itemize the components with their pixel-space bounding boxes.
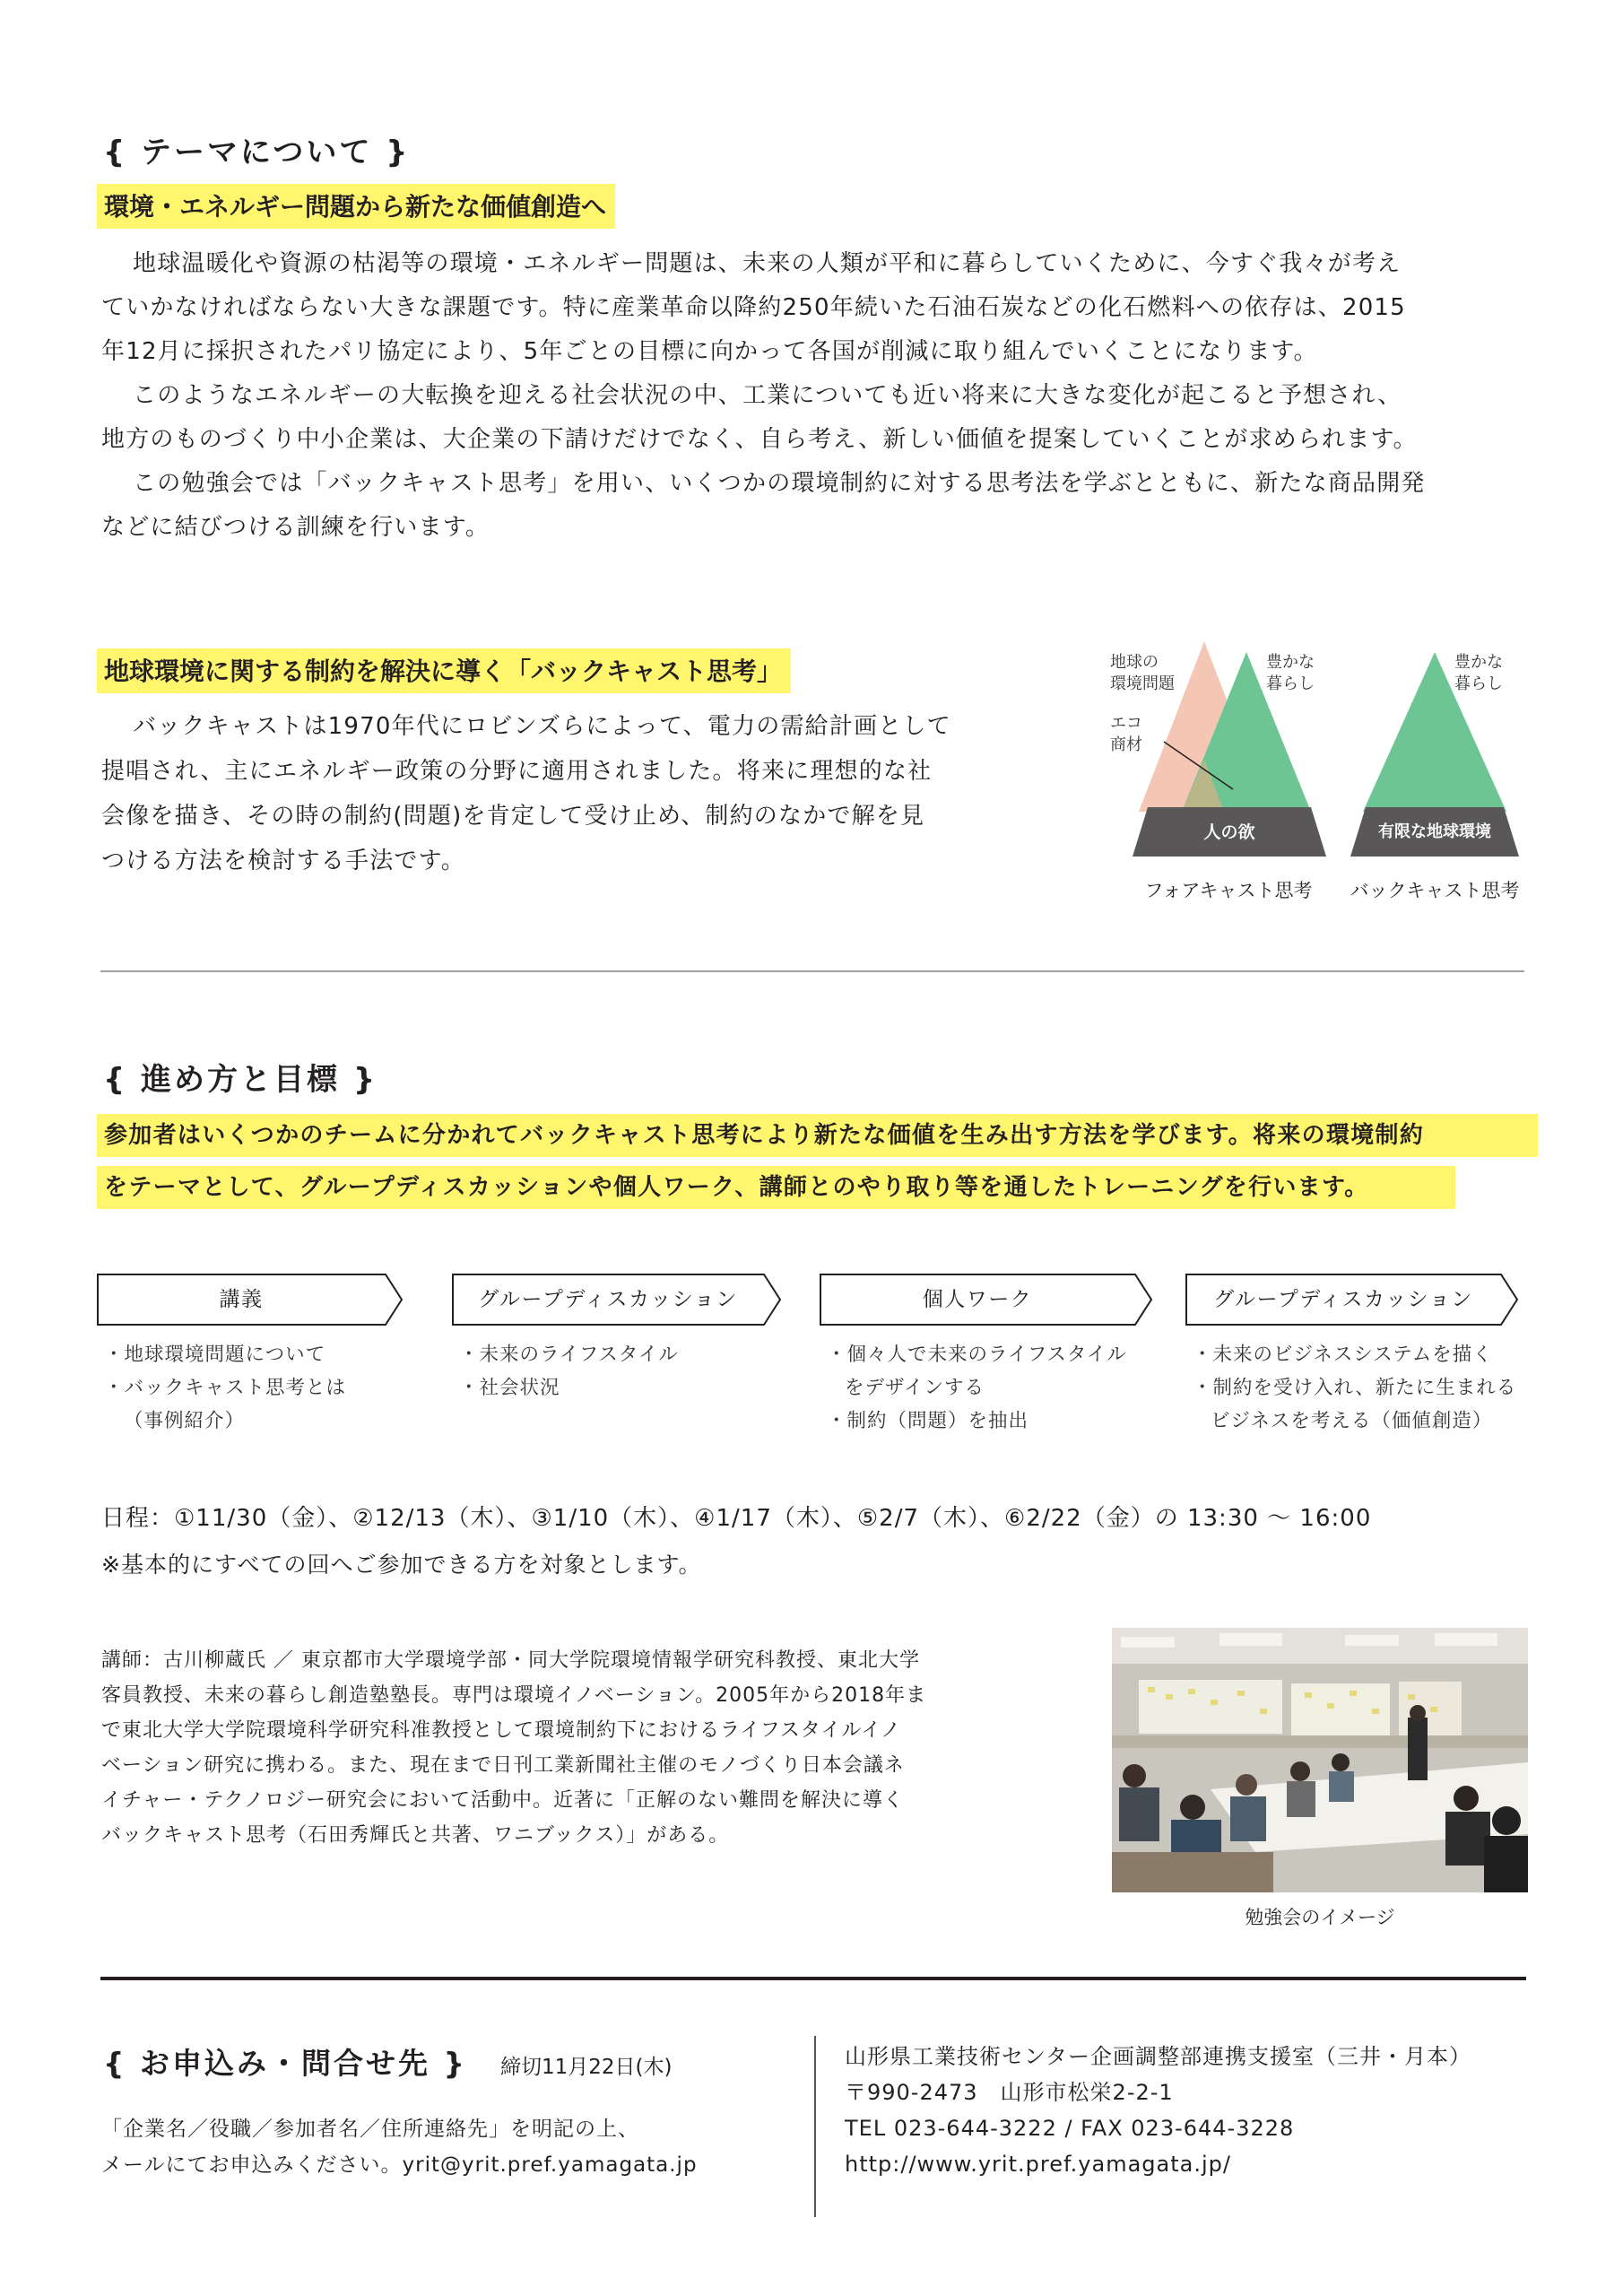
text-line: つける方法を検討する手法です。 — [101, 848, 465, 874]
contact-heading: { お申込み・問合せ先 } — [103, 2046, 467, 2081]
backcast-caption: バックキャスト思考 — [1350, 880, 1520, 901]
text-line: 講師：古川柳蔵氏 ／ 東京都市大学環境学部・同大学院環境情報学研究科教授、東北大学 — [101, 1649, 920, 1672]
step-label: 講義 — [219, 1288, 264, 1311]
text-line: 地球温暖化や資源の枯渇等の環境・エネルギー問題は、未来の人類が平和に暮らしていくために、今すぐ我々が考え — [133, 250, 1402, 277]
organization-info — [845, 2039, 1471, 2182]
text-line: 地方のものづくり中小企業は、大企業の下請けだけでなく、自ら考え、新しい価値を提案していくことが求められます。 — [101, 426, 1418, 453]
tel-fax: TEL 023-644-3222 / FAX 023-644-3228 — [845, 2116, 1295, 2141]
text-line: 「企業名／役職／参加者名／住所連絡先」を明記の上、 — [101, 2118, 639, 2141]
theme-paragraph — [101, 242, 1536, 550]
rich-life-label: 豊かな 暮らし — [1266, 653, 1315, 693]
step-group-discussion-1 — [452, 1274, 782, 1327]
theme-subtitle: 環境・エネルギー問題から新たな価値創造へ — [97, 184, 615, 229]
organization-name: 山形県工業技術センター企画調整部連携支援室（三井・月本） — [845, 2044, 1472, 2069]
text-line: イチャー・テクノロジー研究会において活動中。近著に「正解のない難問を解決に導く — [101, 1789, 905, 1812]
step-items: ・個々人で未来のライフスタイル をデザインする ・制約（問題）を抽出 — [827, 1344, 1127, 1432]
text-line: 提唱され、主にエネルギー政策の分野に適用されました。将来に理想的な社 — [101, 758, 933, 785]
text-line: 客員教授、未来の暮らし創造塾塾長。専門は環境イノベーション。2005年から2018年ま — [101, 1684, 927, 1707]
forecast-caption: フォアキャスト思考 — [1144, 880, 1313, 901]
schedule: 日程：①11/30（金）、②12/13（木）、③1/10（木）、④1/17（木）、⑤2/7（木）、⑥2/22（金）の 13:30 〜 16:00 — [101, 1505, 1372, 1532]
text-line: バックキャストは1970年代にロビンズらによって、電力の需給計画として — [133, 713, 951, 740]
backcast-rich-life-label: 豊かな 暮らし — [1454, 653, 1503, 693]
application-instructions — [101, 2111, 698, 2183]
workshop-photo — [1112, 1628, 1528, 1892]
text-line: などに結びつける訓練を行います。 — [101, 514, 490, 541]
forecast-backcast-diagram — [1103, 641, 1551, 910]
text-line: バックキャスト思考（石田秀輝氏と共著、ワニブックス）」がある。 — [101, 1824, 730, 1847]
human-desire-label: 人の欲 — [1203, 822, 1255, 842]
workshop-photo-illustration — [1112, 1628, 1528, 1892]
goal-text: 参加者はいくつかのチームに分かれてバックキャスト思考により新たな価値を生み出す方法を学びます。将来の環境制約 をテーマとして、グループディスカッションや個人ワーク、講師とのやり取り等を通したトレーニングを行います。 — [104, 1122, 1425, 1201]
website-link[interactable]: http://www.yrit.pref.yamagata.jp/ — [845, 2152, 1231, 2177]
text-line: この勉強会では「バックキャスト思考」を用い、いくつかの環境制約に対する思考法を学ぶとともに、新たな商品開発 — [133, 470, 1426, 497]
text-line: ベーション研究に携わる。また、現在まで日刊工業新聞社主催のモノづくり日本会議ネ — [101, 1754, 905, 1777]
goal-block — [97, 1109, 1549, 1217]
text-line: で東北大学大学院環境科学研究科准教授として環境制約下におけるライフスタイルイノ — [101, 1719, 901, 1742]
address: 〒990-2473 山形市松栄2-2-1 — [845, 2080, 1174, 2105]
limited-earth-label: 有限な地球環境 — [1378, 822, 1491, 841]
section-divider — [100, 970, 1524, 972]
problem-label: 地球の 環境問題 — [1110, 653, 1175, 693]
text-line: 年12月に採択されたパリ協定により、5年ごとの目標に向かって各国が削減に取り組んでいくことになります。 — [101, 338, 1318, 365]
step-lecture — [97, 1274, 404, 1327]
step-label: 個人ワーク — [922, 1288, 1033, 1311]
theme-heading: { テーマについて } — [103, 135, 411, 170]
eco-product-label: エコ 商材 — [1110, 714, 1142, 754]
step-items: ・地球環境問題について ・バックキャスト思考とは （事例紹介） — [104, 1344, 347, 1432]
backcast-subtitle: 地球環境に関する制約を解決に導く「バックキャスト思考」 — [97, 648, 791, 693]
lecturer-profile — [101, 1643, 1052, 1853]
text-line: メールにてお申込みください。yrit@yrit.pref.yamagata.jp — [101, 2153, 698, 2177]
step-items: ・未来のライフスタイル ・社会状況 — [459, 1344, 679, 1399]
deadline: 締切11月22日(木) — [500, 2056, 673, 2079]
step-individual-work — [820, 1274, 1153, 1327]
backcast-paragraph — [101, 704, 1052, 883]
contact-separator — [814, 2036, 816, 2217]
schedule-note: ※基本的にすべての回へご参加できる方を対象とします。 — [101, 1552, 702, 1578]
text-line: このようなエネルギーの大転換を迎える社会状況の中、工業についても近い将来に大きな変化が起こると予想され、 — [133, 382, 1402, 409]
photo-caption: 勉強会のイメージ — [1245, 1907, 1395, 1928]
step-label: グループディスカッション — [1213, 1288, 1473, 1311]
method-heading: { 進め方と目標 } — [103, 1062, 378, 1098]
text-line: ていかなければならない大きな課題です。特に産業革命以降約250年続いた石油石炭などの化石燃料への依存は、2015 — [101, 294, 1406, 321]
step-label: グループディスカッション — [478, 1288, 738, 1311]
step-group-discussion-2 — [1185, 1274, 1519, 1327]
text-line: 会像を描き、その時の制約(問題)を肯定して受け止め、制約のなかで解を見 — [101, 803, 925, 830]
contact-divider — [100, 1977, 1526, 1980]
step-items: ・未来のビジネスシステムを描く ・制約を受け入れ、新たに生まれる ビジネスを考える（価値創造） — [1193, 1344, 1517, 1432]
